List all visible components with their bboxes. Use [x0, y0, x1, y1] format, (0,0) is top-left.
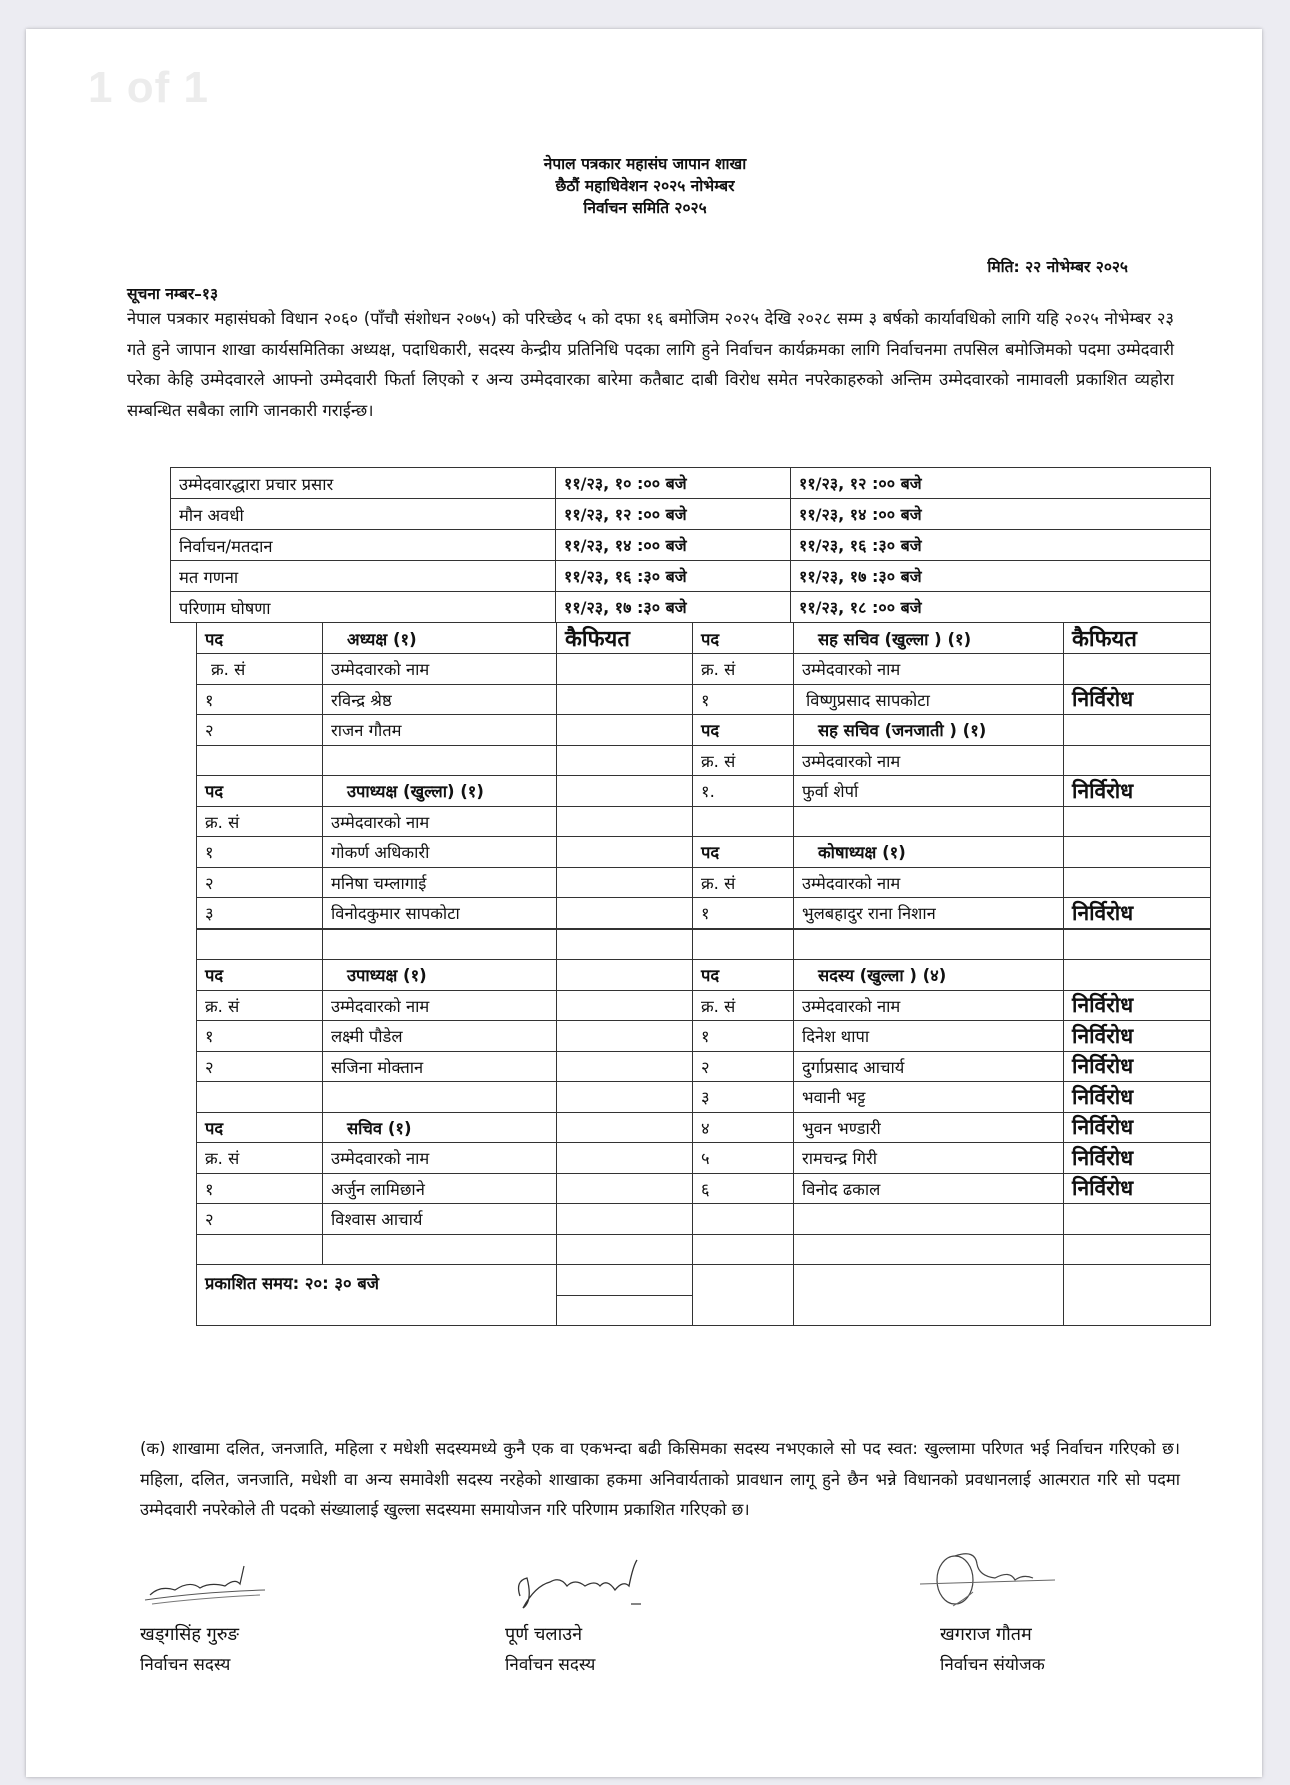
post-title: उपाध्यक्ष (१): [323, 960, 557, 991]
serial-label: क्र. सं: [693, 867, 794, 898]
serial-label: क्र. सं: [197, 806, 323, 837]
candidate-name-label: उम्मेदवारको नाम: [794, 867, 1064, 898]
schedule-end: ११/२३, १६ :३० बजे: [791, 530, 1211, 561]
schedule-table: [170, 467, 1211, 623]
schedule-activity: मौन अवधी: [171, 499, 556, 530]
serial-label: क्र. सं: [693, 654, 794, 685]
schedule-row: [171, 499, 1211, 530]
table-cell: [557, 745, 693, 776]
post-label: पद: [693, 960, 794, 991]
table-cell: [323, 745, 557, 776]
table-cell: [1064, 745, 1211, 776]
candidate-table-row: [197, 837, 1211, 868]
table-cell: [557, 960, 693, 991]
table-cell: [323, 1234, 557, 1265]
serial-number: १: [197, 684, 323, 715]
signatory-1: [140, 1620, 239, 1680]
signatory-role: निर्वाचन सदस्य: [505, 1655, 596, 1675]
table-cell: [557, 990, 693, 1021]
unopposed-badge: निर्विरोध: [1064, 1143, 1211, 1174]
remarks-header: कैफियत: [557, 623, 693, 654]
table-cell: [1064, 960, 1211, 991]
candidate-table-row: [197, 990, 1211, 1021]
table-cell: [557, 654, 693, 685]
serial-number: ४: [693, 1112, 794, 1143]
table-cell: [794, 929, 1064, 960]
post-title: उपाध्यक्ष (खुल्ला) (१): [323, 776, 557, 807]
candidate-name: मनिषा चम्लागाई: [323, 867, 557, 898]
organization-title: नेपाल पत्रकार महासंघ जापान शाखा: [543, 155, 747, 173]
candidate-table-row: [197, 960, 1211, 991]
table-cell: [197, 745, 323, 776]
candidate-table-row: [197, 623, 1211, 654]
candidate-name-label: उम्मेदवारको नाम: [794, 990, 1064, 1021]
unopposed-badge: निर्विरोध: [1064, 1112, 1211, 1143]
serial-number: २: [693, 1051, 794, 1082]
table-cell: [557, 776, 693, 807]
table-cell: [557, 837, 693, 868]
table-cell: [557, 929, 693, 960]
schedule-start: ११/२३, १६ :३० बजे: [556, 561, 791, 592]
document-header: [0, 153, 1290, 219]
table-cell: [557, 806, 693, 837]
candidate-name: विश्वास आचार्य: [323, 1204, 557, 1235]
table-cell: [557, 1265, 693, 1296]
signatory-name: पूर्ण चलाउने: [505, 1624, 583, 1645]
table-cell: [1064, 654, 1211, 685]
candidate-table-row: [197, 1204, 1211, 1235]
serial-number: १: [693, 1021, 794, 1052]
table-cell: [794, 1265, 1064, 1326]
candidate-table-row: [197, 1082, 1211, 1113]
table-cell: [557, 684, 693, 715]
table-cell: [557, 1204, 693, 1235]
table-cell: [197, 1234, 323, 1265]
post-title: सह सचिव (खुल्ला ) (१): [794, 623, 1064, 654]
convention-title: छैठौं महाधिवेशन २०२५ नोभेम्बर: [555, 177, 735, 195]
candidate-name: दुर्गाप्रसाद आचार्य: [794, 1051, 1064, 1082]
candidate-table-row: [197, 898, 1211, 929]
table-cell: [557, 1112, 693, 1143]
table-cell: [1064, 1204, 1211, 1235]
serial-number: २: [197, 1051, 323, 1082]
signature-mark-2: [505, 1556, 665, 1614]
schedule-activity: परिणाम घोषणा: [171, 592, 556, 623]
post-label: पद: [197, 1112, 323, 1143]
candidate-table-row: [197, 715, 1211, 746]
unopposed-badge: निर्विरोध: [1064, 1051, 1211, 1082]
table-cell: [197, 1082, 323, 1113]
table-cell: [1064, 715, 1211, 746]
table-cell: [693, 806, 794, 837]
serial-number: २: [197, 1204, 323, 1235]
table-cell: [557, 898, 693, 929]
table-cell: [323, 929, 557, 960]
candidate-name-label: उम्मेदवारको नाम: [794, 745, 1064, 776]
candidate-name: दिनेश थापा: [794, 1021, 1064, 1052]
serial-label: क्र. सं: [197, 654, 323, 685]
candidate-table-row: [197, 867, 1211, 898]
table-cell: [794, 806, 1064, 837]
table-cell: [794, 1204, 1064, 1235]
post-label: पद: [693, 837, 794, 868]
serial-label: क्र. सं: [197, 990, 323, 1021]
serial-number: ६: [693, 1173, 794, 1204]
serial-label: क्र. सं: [197, 1143, 323, 1174]
signatory-role: निर्वाचन संयोजक: [940, 1655, 1045, 1675]
table-cell: [693, 1204, 794, 1235]
signature-mark-1: [140, 1560, 280, 1610]
schedule-start: ११/२३, १७ :३० बजे: [556, 592, 791, 623]
unopposed-badge: निर्विरोध: [1064, 1082, 1211, 1113]
serial-number: १.: [693, 776, 794, 807]
page-counter: 1 of 1: [88, 63, 209, 112]
schedule-row: [171, 468, 1211, 499]
candidate-table-row: [197, 929, 1211, 960]
table-cell: [1064, 929, 1211, 960]
candidate-name: लक्ष्मी पौडेल: [323, 1021, 557, 1052]
schedule-start: ११/२३, १२ :०० बजे: [556, 499, 791, 530]
footnote: (क) शाखामा दलित, जनजाति, महिला र मधेशी सदस्यमध्ये कुनै एक वा एकभन्दा बढी किसिमका सदस्य नभएकाले सो पद स्वत: खुल्लामा परिणत भई निर्वाचन गरिएको छ। महिला, दलित, जनजाति, मधेशी वा अन्य समावेशी सदस्य नरहेको शाखाका हकमा अनिवार्यताको प्रावधान लागू हुने छैन भन्ने विधानको प्रवधानलाई आत्मरात गरि सो पदमा उम्मेदवारी नपरेकोले ती पदको संख्यालाई खुल्ला सदस्यमा समायोजन गरि परिणाम प्रकाशित गरिएको छ।: [140, 1439, 1180, 1519]
schedule-start: ११/२३, १४ :०० बजे: [556, 530, 791, 561]
table-cell: [693, 929, 794, 960]
candidate-name-label: उम्मेदवारको नाम: [323, 990, 557, 1021]
candidate-name: भुलबहादुर राना निशान: [794, 898, 1064, 929]
serial-number: १: [693, 898, 794, 929]
committee-title: निर्वाचन समिति २०२५: [583, 199, 707, 217]
candidate-table-row: [197, 745, 1211, 776]
serial-number: २: [197, 867, 323, 898]
candidate-name: अर्जुन लामिछाने: [323, 1173, 557, 1204]
serial-number: १: [197, 1173, 323, 1204]
table-cell: [557, 1173, 693, 1204]
candidate-table-row: [197, 654, 1211, 685]
serial-label: क्र. सं: [693, 990, 794, 1021]
candidate-name-label: उम्मेदवारको नाम: [323, 654, 557, 685]
post-title: सदस्य (खुल्ला ) (४): [794, 960, 1064, 991]
candidate-name: फुर्वा शेर्पा: [794, 776, 1064, 807]
post-label: पद: [693, 715, 794, 746]
table-cell: [1064, 867, 1211, 898]
serial-number: १: [197, 1021, 323, 1052]
unopposed-badge: निर्विरोध: [1064, 898, 1211, 929]
signatory-3: [940, 1620, 1045, 1680]
candidate-name-label: उम्मेदवारको नाम: [794, 654, 1064, 685]
candidate-name-label: उम्मेदवारको नाम: [323, 1143, 557, 1174]
candidate-table-row: [197, 806, 1211, 837]
signatory-name: खड्गसिंह गुरुङ: [140, 1624, 239, 1645]
candidate-name: रामचन्द्र गिरी: [794, 1143, 1064, 1174]
table-cell: [197, 929, 323, 960]
schedule-end: ११/२३, १२ :०० बजे: [791, 468, 1211, 499]
unopposed-badge: निर्विरोध: [1064, 776, 1211, 807]
post-label: पद: [197, 960, 323, 991]
candidate-name: गोकर्ण अधिकारी: [323, 837, 557, 868]
published-time: प्रकाशित समय: २०: ३० बजे: [197, 1265, 557, 1326]
schedule-activity: निर्वाचन/मतदान: [171, 530, 556, 561]
published-time-row: [197, 1265, 1211, 1296]
table-cell: [557, 1082, 693, 1113]
signatory-role: निर्वाचन सदस्य: [140, 1655, 231, 1675]
post-label: पद: [197, 776, 323, 807]
candidate-table-row: [197, 776, 1211, 807]
serial-number: २: [197, 715, 323, 746]
table-cell: [557, 1021, 693, 1052]
candidate-table-row: [197, 1234, 1211, 1265]
schedule-activity: मत गणना: [171, 561, 556, 592]
table-cell: [557, 1143, 693, 1174]
schedule-row: [171, 530, 1211, 561]
post-label: पद: [693, 623, 794, 654]
candidate-table-row: [197, 1112, 1211, 1143]
candidate-name: रविन्द्र श्रेष्ठ: [323, 684, 557, 715]
table-cell: [557, 1295, 693, 1326]
serial-label: क्र. सं: [693, 745, 794, 776]
candidate-name-label: उम्मेदवारको नाम: [323, 806, 557, 837]
table-cell: [323, 1082, 557, 1113]
table-cell: [557, 867, 693, 898]
signatory-name: खगराज गौतम: [940, 1624, 1032, 1645]
table-cell: [557, 1234, 693, 1265]
intro-paragraph: नेपाल पत्रकार महासंघको विधान २०६० (पाँचौ संशोधन २०७५) को परिच्छेद ५ को दफा १६ बमोजिम २०२५ देखि २०२८ सम्म ३ बर्षको कार्यावधिको लागि यहि २०२५ नोभेम्बर २३ गते हुने जापान शाखा कार्यसमितिका अध्यक्ष, पदाधिकारी, सदस्य केन्द्रीय प्रतिनिधि पदका लागि हुने निर्वाचन कार्यक्रमका लागि निर्वाचनमा तपसिल बमोजिमको पदमा उम्मेदवारी परेका केहि उम्मेदवारले आफ्नो उम्मेदवारी फिर्ता लिएको र अन्य उम्मेदवारका बारेमा कतैबाट दाबी विरोध समेत नपरेकाहरुको अन्तिम उम्मेदवारको नामावली प्रकाशित व्यहोरा सम्बन्धित सबैका लागि जानकारी गराईन्छ।: [127, 309, 1174, 420]
table-cell: [794, 1234, 1064, 1265]
schedule-end: ११/२३, १७ :३० बजे: [791, 561, 1211, 592]
candidate-table-row: [197, 1051, 1211, 1082]
serial-number: १: [693, 684, 794, 715]
candidate-name: विनोद ढकाल: [794, 1173, 1064, 1204]
post-title: अध्यक्ष (१): [323, 623, 557, 654]
table-cell: [1064, 1265, 1211, 1326]
candidate-name: भुवन भण्डारी: [794, 1112, 1064, 1143]
candidate-name: विष्णुप्रसाद सापकोटा: [794, 684, 1064, 715]
remarks-header: कैफियत: [1064, 623, 1211, 654]
candidate-table-row: [197, 1021, 1211, 1052]
schedule-end: ११/२३, १८ :०० बजे: [791, 592, 1211, 623]
candidate-table-row: [197, 1143, 1211, 1174]
table-cell: [1064, 806, 1211, 837]
post-title: सह सचिव (जनजाती ) (१): [794, 715, 1064, 746]
candidates-table: [196, 622, 1211, 1326]
post-title: सचिव (१): [323, 1112, 557, 1143]
schedule-end: ११/२३, १४ :०० बजे: [791, 499, 1211, 530]
candidate-name: राजन गौतम: [323, 715, 557, 746]
unopposed-badge: निर्विरोध: [1064, 1021, 1211, 1052]
document-date: मिति: २२ नोभेम्बर २०२५: [987, 258, 1128, 276]
table-cell: [557, 715, 693, 746]
schedule-start: ११/२३, १० :०० बजे: [556, 468, 791, 499]
table-cell: [557, 1051, 693, 1082]
unopposed-badge: निर्विरोध: [1064, 1173, 1211, 1204]
post-title: कोषाध्यक्ष (१): [794, 837, 1064, 868]
signatory-2: [505, 1620, 595, 1680]
table-cell: [693, 1265, 794, 1326]
table-cell: [1064, 837, 1211, 868]
notice-number: सूचना नम्बर–१३: [127, 285, 219, 303]
serial-number: ३: [693, 1082, 794, 1113]
candidate-table-row: [197, 1173, 1211, 1204]
signature-mark-3: [915, 1544, 1065, 1614]
candidate-name: भवानी भट्ट: [794, 1082, 1064, 1113]
candidate-name: विनोदकुमार सापकोटा: [323, 898, 557, 929]
unopposed-badge: निर्विरोध: [1064, 990, 1211, 1021]
serial-number: ३: [197, 898, 323, 929]
serial-number: ५: [693, 1143, 794, 1174]
post-label: पद: [197, 623, 323, 654]
schedule-row: [171, 592, 1211, 623]
candidate-name: सजिना मोक्तान: [323, 1051, 557, 1082]
candidate-table-row: [197, 684, 1211, 715]
serial-number: १: [197, 837, 323, 868]
table-cell: [693, 1234, 794, 1265]
schedule-row: [171, 561, 1211, 592]
schedule-activity: उम्मेदवारद्धारा प्रचार प्रसार: [171, 468, 556, 499]
table-cell: [1064, 1234, 1211, 1265]
unopposed-badge: निर्विरोध: [1064, 684, 1211, 715]
